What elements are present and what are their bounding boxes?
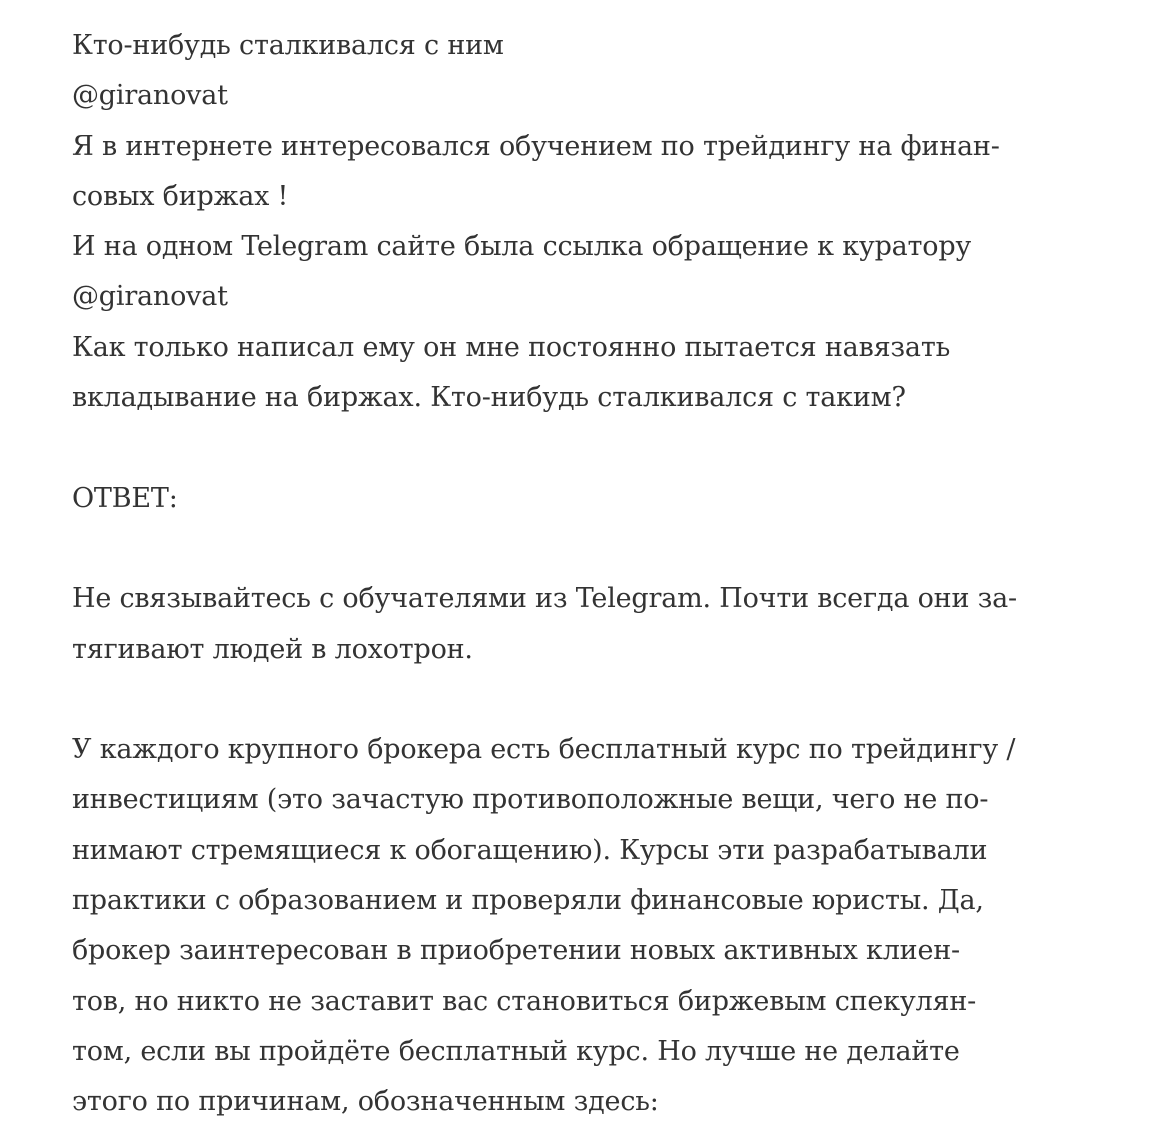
question-block	[72, 21, 1082, 423]
answer-label: ОТВЕТ:	[72, 482, 178, 514]
answer-line: том, если вы пройдёте бесплатный курс. Но лучше не делайте	[72, 1035, 960, 1067]
answer-line: Не связывайтесь с обучателями из Telegram. Почти всегда они за-	[72, 583, 1017, 615]
question-line: совых биржах !	[72, 180, 289, 212]
answer-line: этого по причинам, обозначенным здесь:	[72, 1086, 659, 1118]
answer-line: У каждого крупного брокера есть бесплатный курс по трейдингу /	[72, 734, 1016, 766]
spacer	[72, 675, 1082, 725]
question-line: Я в интернете интересовался обучением по трейдингу на финан-	[72, 130, 1000, 162]
spacer	[72, 423, 1082, 473]
answer-line: нимают стремящиеся к обогащению). Курсы эти разрабатывали	[72, 834, 988, 866]
article-body	[72, 21, 1082, 1128]
answer-line: брокер заинтересован в приобретении новых активных клиен-	[72, 935, 960, 967]
question-line: вкладывание на биржах. Кто-нибудь сталкивался с таким?	[72, 382, 906, 414]
spacer	[72, 524, 1082, 574]
answer-line: тягивают людей в лохотрон.	[72, 633, 473, 665]
username-mention: @giranovat	[72, 80, 228, 112]
question-line: Кто-нибудь сталкивался с ним	[72, 30, 504, 61]
question-line: И на одном Telegram сайте была ссылка обращение к куратору	[72, 231, 972, 263]
username-mention: @giranovat	[72, 281, 228, 313]
question-line: Как только написал ему он мне постоянно пытается навязать	[72, 331, 951, 363]
answer-line: практики с образованием и проверяли финансовые юристы. Да,	[72, 885, 984, 917]
answer-line: тов, но никто не заставит вас становиться биржевым спекулян-	[72, 985, 977, 1017]
answer-line: инвестициям (это зачастую противоположные вещи, чего не по-	[72, 784, 989, 816]
answer-paragraph-1	[72, 574, 1082, 675]
answer-paragraph-2	[72, 725, 1082, 1127]
